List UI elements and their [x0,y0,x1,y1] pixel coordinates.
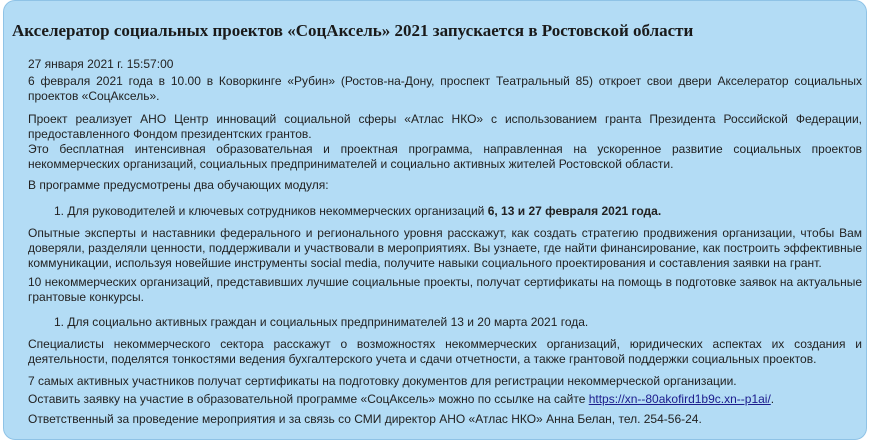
module-2-item: 1. Для социально активных граждан и социальных предпринимателей 13 и 20 марта 2021 года. [54,315,589,329]
module-1-dates: 6, 13 и 27 февраля 2021 года. [487,204,662,218]
paragraph-certificates: 10 некоммерческих организаций, представивших лучшие социальные проекты, получат сертификаты на помощь в подготовке заявок на актуальные грантовые конкурсы. [28,275,862,304]
paragraph-application [28,392,774,407]
paragraph-specialists: Специалисты некоммерческого сектора расскажут о возможностях некоммерческих организаций, юридических аспектах их создания и деятельности, поделятся тонкостями ведения бухгалтерского учета и сдачи отчетности, а также грантовой поддержки социальных проектов. [28,337,862,366]
module-1-item [54,204,661,219]
paragraph-program: Это бесплатная интенсивная образовательная и проектная программа, направленная на ускоренное развитие социальных проектов некоммерческих организаций, социальных предпринимателей и социально активных жителей Ростовской области. [28,142,862,171]
application-end: . [770,392,775,406]
paragraph-experts: Опытные эксперты и наставники федерального и регионального уровня расскажут, как создать стратегию продвижения организации, чтобы Вам доверяли, разделяли ценности, поддерживали и участвовали в мероприятиях. Вы узнаете, где найти финансирование, как построить эффективные коммуникации, используя новейшие инструменты social media, получите навыки социального проектирования и составления заявки на грант. [28,226,862,270]
paragraph-project: Проект реализует АНО Центр инноваций социальной сферы «Атлас НКО» с использованием гранта Президента Российской Федерации, предоставленного Фондом президентских грантов. [28,112,862,141]
application-text: Оставить заявку на участие в образовательной программе «СоцАксель» можно по ссылке на сайте [28,392,589,406]
news-panel [3,0,867,440]
application-link[interactable]: https://xn--80akofird1b9c.xn--p1ai/ [588,392,771,406]
paragraph-modules-intro: В программе предусмотрены два обучающих модуля: [28,178,329,192]
article-date: 27 января 2021 г. 15:57:00 [28,57,174,71]
paragraph-contact: Ответственный за проведение мероприятия и за связь со СМИ директор АНО «Атлас НКО» Анна Белан, тел. 254-56-24. [28,412,702,426]
paragraph-participants: 7 самых активных участников получат сертификаты на подготовку документов для регистрации некоммерческой организации. [28,374,737,388]
paragraph-opening: 6 февраля 2021 года в 10.00 в Коворкинге «Рубин» (Ростов-на-Дону, проспект Театральный 85) откроет свои двери Акселератор социальных проектов «СоцАксель». [28,74,862,103]
article-title: Акселератор социальных проектов «СоцАксель» 2021 запускается в Ростовской области [12,21,694,40]
module-1-text: 1. Для руководителей и ключевых сотрудников некоммерческих организаций [54,204,488,218]
